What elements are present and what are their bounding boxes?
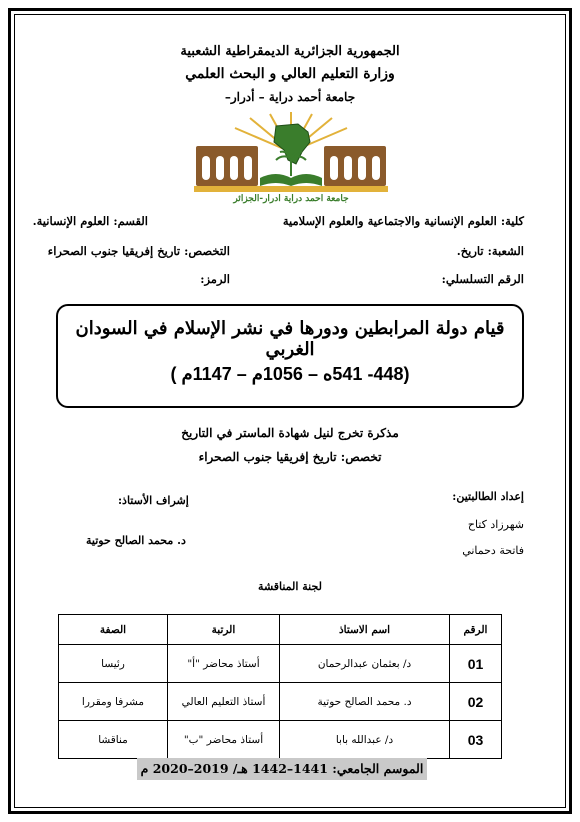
row-number: 01	[450, 645, 502, 683]
republic-heading: الجمهورية الجزائرية الديمقراطية الشعبية	[180, 44, 400, 59]
faculty-label: كلية: العلوم الإنسانية والاجتماعية والعلوم الإسلامية	[282, 214, 524, 228]
specialty-label: التخصص: تاريخ إفريقيا جنوب الصحراء	[47, 244, 230, 258]
students-label: إعداد الطالبتين:	[452, 490, 524, 503]
supervisor-name: د. محمد الصالح حوتية	[86, 534, 186, 547]
row-role: رئيسا	[59, 645, 168, 683]
department-label: القسم: العلوم الإنسانية.	[32, 214, 148, 228]
row-role: مناقشا	[59, 721, 168, 759]
committee-table	[58, 614, 502, 759]
code-label: الرمز:	[200, 272, 230, 286]
logo-caption: جامعة احمد دراية ادرار-الجزائر	[233, 194, 349, 204]
supervisor-label: إشراف الأستاذ:	[118, 494, 189, 507]
student-name-2: فاتحة دحماني	[462, 544, 524, 557]
table-row	[59, 683, 502, 721]
row-rank: أستاذ محاضر "ب"	[168, 721, 280, 759]
thesis-dates: (448- 541ه – 1056م – 1147م )	[170, 364, 410, 384]
branch-label: الشعبة: تاريخ.	[456, 244, 524, 258]
row-rank: أستاذ التعليم العالي	[168, 683, 280, 721]
ministry-heading: وزارة التعليم العالي و البحث العلمي	[185, 66, 395, 82]
memo-line-1: مذكرة تخرج لنيل شهادة الماستر في التاريخ	[181, 426, 399, 440]
row-rank: أستاذ محاضر "أ"	[168, 645, 280, 683]
row-number: 03	[450, 721, 502, 759]
table-row	[59, 645, 502, 683]
header-rank: الرتبة	[168, 615, 280, 645]
student-name-1: شهرزاد كتاح	[467, 518, 524, 531]
committee-title: لجنة المناقشة	[258, 580, 322, 593]
row-professor: د/ عبدالله بابا	[280, 721, 450, 759]
row-number: 02	[450, 683, 502, 721]
row-professor: د. محمد الصالح حوتية	[280, 683, 450, 721]
academic-season: الموسم الجامعي: 1441–1442 هـ/ 2019–2020 م	[137, 758, 427, 780]
header-role: الصفة	[59, 615, 168, 645]
table-header-row	[59, 615, 502, 645]
row-professor: د/ بعثمان عبدالرحمان	[280, 645, 450, 683]
thesis-title: قيام دولة المرابطين ودورها في نشر الإسلام في السودان الغربي	[75, 318, 505, 360]
table-row	[59, 721, 502, 759]
serial-label: الرقم التسلسلي:	[441, 272, 524, 286]
header-number: الرقم	[450, 615, 502, 645]
university-heading: جامعة أحمد دراية – أدرار–	[224, 90, 356, 104]
memo-line-2: تخصص: تاريخ إفريقيا جنوب الصحراء	[198, 450, 382, 464]
row-role: مشرفا ومقررا	[59, 683, 168, 721]
header-professor: اسم الاستاذ	[280, 615, 450, 645]
